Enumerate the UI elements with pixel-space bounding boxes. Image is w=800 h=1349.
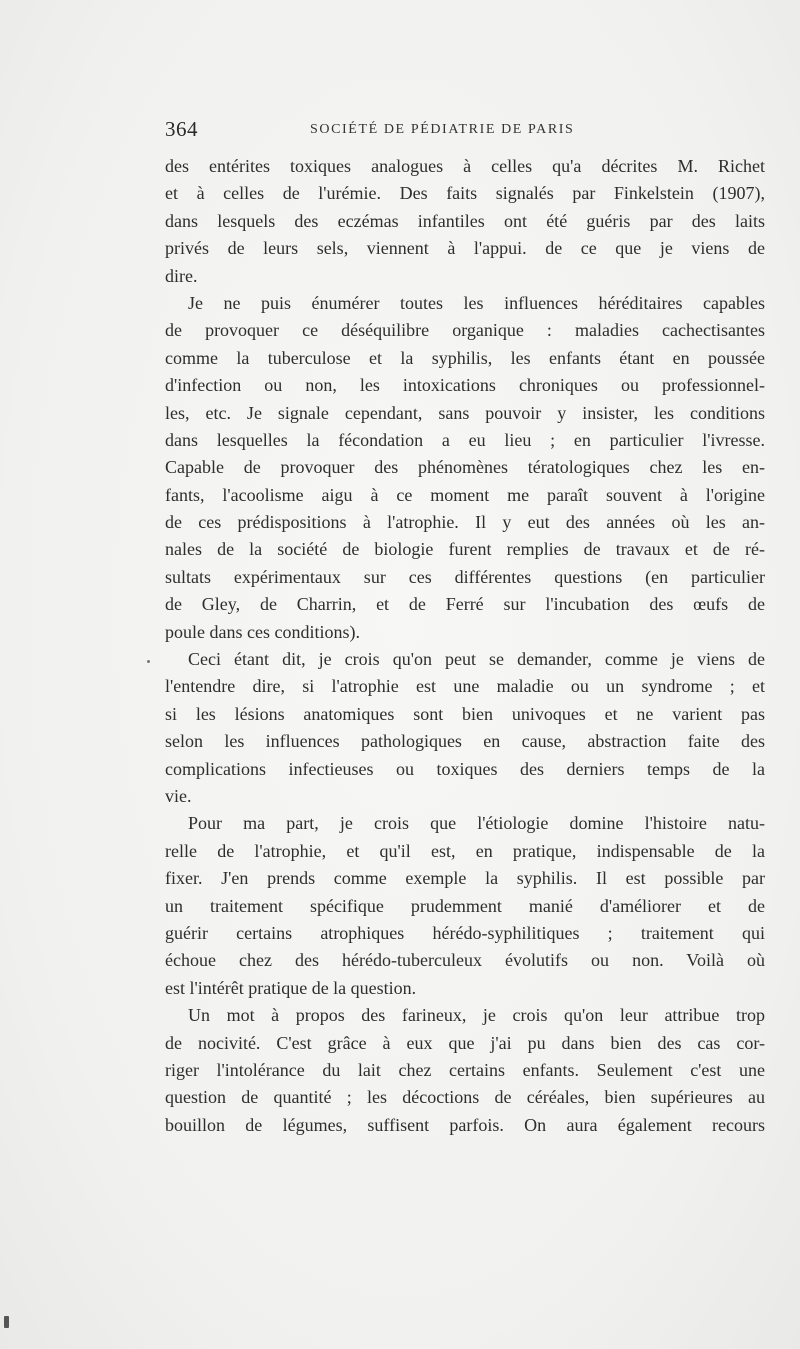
text-line: fixer. J'en prends comme exemple la syphilis. Il est possible par xyxy=(165,868,765,889)
text-line: Capable de provoquer des phénomènes tératologiques chez les en- xyxy=(165,457,765,478)
text-line: bouillon de légumes, suffisent parfois. On aura également recours xyxy=(165,1114,765,1135)
body-text xyxy=(165,153,765,1139)
text-line: si les lésions anatomiques sont bien univoques et ne varient pas xyxy=(165,703,765,724)
text-line: guérir certains atrophiques hérédo-syphilitiques ; traitement qui xyxy=(165,922,765,943)
text-line: les, etc. Je signale cependant, sans pouvoir y insister, les conditions xyxy=(165,402,765,423)
text-line: de provoquer ce déséquilibre organique : maladies cachectisantes xyxy=(165,320,765,341)
text-line: dans lesquelles la fécondation a eu lieu ; en particulier l'ivresse. xyxy=(165,429,765,450)
text-line: de ces prédispositions à l'atrophie. Il y eut des années où les an- xyxy=(165,512,765,533)
text-line: sultats expérimentaux sur ces différentes questions (en particulier xyxy=(165,566,765,587)
text-line: dans lesquels des eczémas infantiles ont été guéris par des laits xyxy=(165,210,765,231)
text-line: selon les influences pathologiques en cause, abstraction faite des xyxy=(165,731,765,752)
text-line: de Gley, de Charrin, et de Ferré sur l'incubation des œufs de xyxy=(165,594,765,615)
text-line: des entérites toxiques analogues à celles qu'a décrites M. Richet xyxy=(165,156,765,176)
text-line: nales de la société de biologie furent remplies de travaux et de ré- xyxy=(165,539,765,560)
text-line: Je ne puis énumérer toutes les influences héréditaires capables xyxy=(188,292,765,313)
text-line: vie. xyxy=(165,785,192,806)
text-line: l'entendre dire, si l'atrophie est une maladie ou un syndrome ; et xyxy=(165,676,765,697)
text-line: est l'intérêt pratique de la question. xyxy=(165,977,417,998)
page-number: 364 xyxy=(165,117,198,141)
running-title: SOCIÉTÉ DE PÉDIATRIE DE PARIS xyxy=(310,122,575,137)
text-line: Un mot à propos des farineux, je crois qu'on leur attribue trop xyxy=(188,1005,765,1026)
text-line: Ceci étant dit, je crois qu'on peut se demander, comme je viens de xyxy=(188,649,765,670)
text-line: d'infection ou non, les intoxications chroniques ou professionnel- xyxy=(165,375,765,396)
text-line: comme la tuberculose et la syphilis, les enfants étant en poussée xyxy=(165,347,765,368)
text-line: relle de l'atrophie, et qu'il est, en pratique, indispensable de la xyxy=(165,840,765,861)
text-line: dire. xyxy=(165,265,198,286)
text-line: Pour ma part, je crois que l'étiologie domine l'histoire natu- xyxy=(188,813,765,834)
text-line: de nocivité. C'est grâce à eux que j'ai pu dans bien des cas cor- xyxy=(165,1032,765,1053)
margin-dot xyxy=(147,660,150,663)
text-line: privés de leurs sels, viennent à l'appui. de ce que je viens de xyxy=(165,238,765,259)
text-line: poule dans ces conditions). xyxy=(165,621,360,642)
text-line: et à celles de l'urémie. Des faits signalés par Finkelstein (1907), xyxy=(165,183,765,204)
text-line: question de quantité ; les décoctions de céréales, bien supérieures au xyxy=(165,1087,765,1108)
scan-edge-mark xyxy=(4,1316,9,1328)
text-line: riger l'intolérance du lait chez certains enfants. Seulement c'est une xyxy=(165,1059,765,1080)
text-line: un traitement spécifique prudemment manié d'améliorer et de xyxy=(165,895,765,916)
page-header xyxy=(165,117,770,147)
text-line: échoue chez des hérédo-tuberculeux évolutifs ou non. Voilà où xyxy=(165,950,765,971)
text-line: fants, l'acoolisme aigu à ce moment me paraît souvent à l'origine xyxy=(165,484,765,505)
text-line: complications infectieuses ou toxiques des derniers temps de la xyxy=(165,758,765,779)
